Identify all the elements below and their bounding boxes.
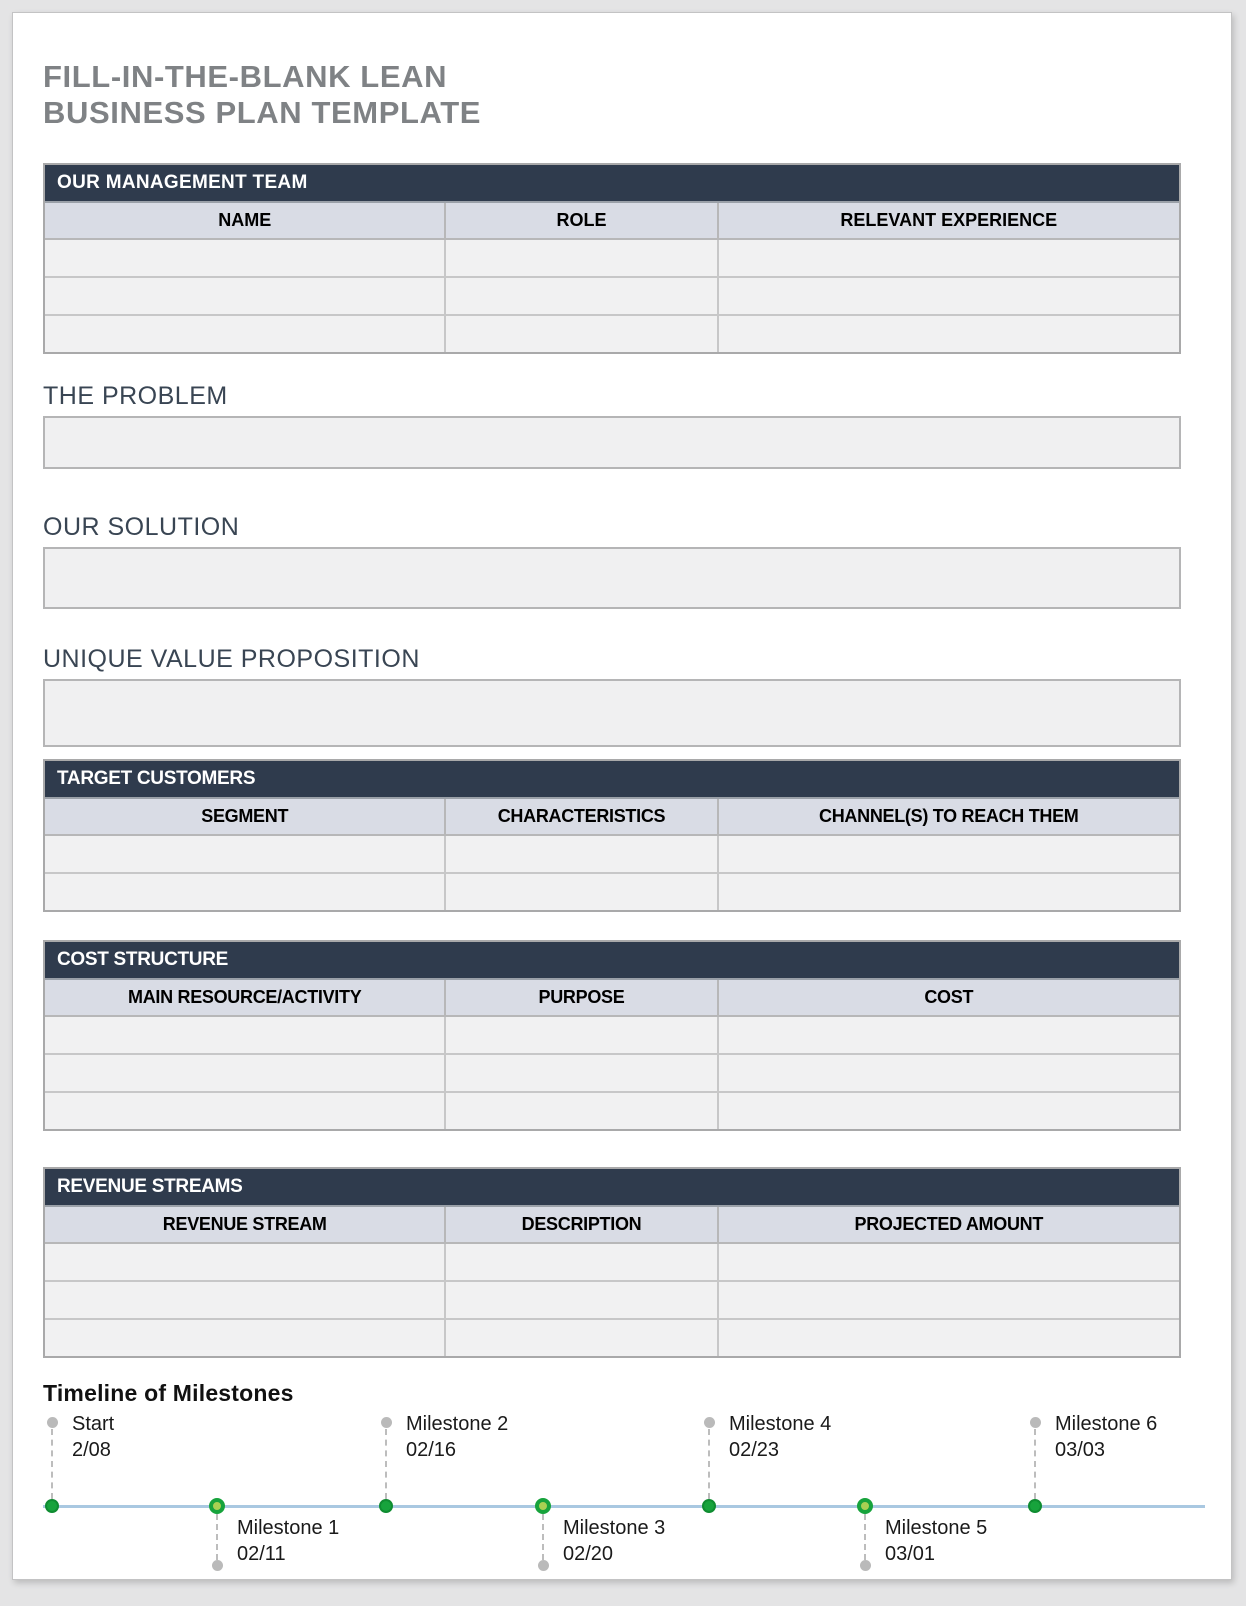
table-row [45, 1282, 1179, 1320]
milestone-label [885, 1515, 987, 1567]
milestone-endpoint-dot [381, 1417, 392, 1428]
column-header: SEGMENT [45, 799, 446, 834]
timeline-canvas [43, 1413, 1181, 1580]
column-header: DESCRIPTION [446, 1207, 718, 1242]
table-cell[interactable] [719, 836, 1179, 872]
uvp-fill-in-box[interactable] [43, 679, 1181, 747]
table-cell[interactable] [45, 874, 446, 910]
milestone-connector-dashed [216, 1514, 218, 1560]
table-cell[interactable] [45, 316, 446, 352]
milestone-connector-dashed [1034, 1429, 1036, 1499]
section-heading-solution: OUR SOLUTION [43, 513, 240, 541]
column-header: ROLE [446, 203, 718, 238]
table-rows [45, 1017, 1179, 1129]
milestone-name: Milestone 6 [1055, 1413, 1158, 1435]
table-row [45, 1244, 1179, 1282]
milestone-marker-icon [535, 1498, 551, 1514]
column-header: MAIN RESOURCE/ACTIVITY [45, 980, 446, 1015]
table-target-customers [43, 759, 1181, 912]
column-header-row [45, 203, 1179, 240]
document-page [12, 12, 1232, 1580]
milestone-connector-dashed [542, 1514, 544, 1560]
milestone-connector-dashed [864, 1514, 866, 1560]
table-row [45, 1093, 1179, 1129]
milestone-date: 02/23 [729, 1439, 780, 1461]
table-cell[interactable] [446, 1055, 718, 1091]
table-cell[interactable] [45, 240, 446, 276]
table-revenue-streams [43, 1167, 1181, 1358]
column-header-row [45, 980, 1179, 1017]
table-cell[interactable] [446, 1017, 718, 1053]
milestone-connector-dashed [51, 1429, 53, 1499]
table-cell[interactable] [446, 1093, 718, 1129]
table-row [45, 874, 1179, 910]
table-cost-structure [43, 940, 1181, 1131]
table-cell[interactable] [446, 240, 718, 276]
table-cell[interactable] [446, 1320, 718, 1356]
milestone-date: 2/08 [72, 1439, 111, 1461]
milestone-connector-dashed [385, 1429, 387, 1499]
milestone-label [1055, 1411, 1157, 1463]
table-row [45, 1017, 1179, 1055]
table-row [45, 278, 1179, 316]
milestone-endpoint-dot [860, 1560, 871, 1571]
column-header-row [45, 799, 1179, 836]
milestone-endpoint-dot [538, 1560, 549, 1571]
milestone-marker-icon [857, 1498, 873, 1514]
table-row [45, 1055, 1179, 1093]
table-cell[interactable] [446, 836, 718, 872]
table-rows [45, 1244, 1179, 1356]
milestone-label [406, 1411, 508, 1463]
column-header: CHARACTERISTICS [446, 799, 718, 834]
table-cell[interactable] [719, 1244, 1179, 1280]
table-cell[interactable] [446, 874, 718, 910]
milestone-name: Milestone 5 [885, 1517, 988, 1539]
column-header: NAME [45, 203, 446, 238]
column-header: PURPOSE [446, 980, 718, 1015]
milestone-endpoint-dot [47, 1417, 58, 1428]
milestone-marker-icon [702, 1499, 716, 1513]
milestone-date: 02/11 [237, 1543, 286, 1565]
milestone-marker-icon [1028, 1499, 1042, 1513]
table-title-bar [45, 761, 1179, 799]
milestone-name: Milestone 1 [237, 1517, 340, 1539]
column-header: RELEVANT EXPERIENCE [840, 210, 1058, 230]
milestone-label [237, 1515, 339, 1567]
table-title-bar [45, 165, 1179, 203]
column-header: PROJECTED AMOUNT [854, 1214, 1044, 1234]
milestone-endpoint-dot [212, 1560, 223, 1571]
table-rows [45, 240, 1179, 352]
section-heading-uvp: UNIQUE VALUE PROPOSITION [43, 645, 420, 673]
table-title-bar [45, 942, 1179, 980]
table-title: OUR MANAGEMENT TEAM [57, 172, 308, 193]
milestone-label [72, 1411, 114, 1463]
column-header: CHANNEL(S) TO REACH THEM [819, 806, 1079, 826]
table-cell[interactable] [719, 1017, 1179, 1053]
column-header-row [45, 1207, 1179, 1244]
timeline-heading: Timeline of Milestones [43, 1380, 294, 1406]
table-cell[interactable] [719, 316, 1179, 352]
table-cell[interactable] [45, 1055, 446, 1091]
milestone-name: Start [72, 1413, 115, 1435]
table-title: COST STRUCTURE [57, 949, 229, 970]
milestone-date: 03/01 [885, 1543, 936, 1565]
milestone-label [563, 1515, 665, 1567]
table-cell[interactable] [719, 1320, 1179, 1356]
table-management-team [43, 163, 1181, 354]
milestone-date: 03/03 [1055, 1439, 1106, 1461]
milestone-marker-icon [45, 1499, 59, 1513]
table-cell[interactable] [45, 1282, 446, 1318]
milestone-endpoint-dot [704, 1417, 715, 1428]
table-cell[interactable] [719, 1093, 1179, 1129]
milestone-marker-icon [209, 1498, 225, 1514]
section-heading-problem: THE PROBLEM [43, 382, 228, 410]
milestone-date: 02/20 [563, 1543, 614, 1565]
table-row [45, 240, 1179, 278]
page-title-line2: BUSINESS PLAN TEMPLATE [43, 95, 482, 130]
table-cell[interactable] [719, 240, 1179, 276]
table-cell[interactable] [446, 1244, 718, 1280]
milestone-connector-dashed [708, 1429, 710, 1499]
table-title: TARGET CUSTOMERS [57, 768, 256, 789]
problem-fill-in-box[interactable] [43, 416, 1181, 469]
milestone-name: Milestone 2 [406, 1413, 509, 1435]
solution-fill-in-box[interactable] [43, 547, 1181, 609]
table-rows [45, 836, 1179, 910]
milestone-date: 02/16 [406, 1439, 457, 1461]
table-cell[interactable] [45, 1244, 446, 1280]
table-cell[interactable] [719, 874, 1179, 910]
milestone-marker-icon [379, 1499, 393, 1513]
table-row [45, 836, 1179, 874]
table-row [45, 1320, 1179, 1356]
milestone-label [729, 1411, 831, 1463]
milestone-endpoint-dot [1030, 1417, 1041, 1428]
column-header: REVENUE STREAM [45, 1207, 446, 1242]
milestone-name: Milestone 3 [563, 1517, 666, 1539]
table-cell[interactable] [719, 1282, 1179, 1318]
table-cell[interactable] [446, 1282, 718, 1318]
table-title-bar [45, 1169, 1179, 1207]
milestone-name: Milestone 4 [729, 1413, 832, 1435]
table-cell[interactable] [45, 836, 446, 872]
table-title: REVENUE STREAMS [57, 1176, 243, 1197]
column-header: COST [924, 987, 974, 1007]
page-title-line1: FILL-IN-THE-BLANK LEAN [43, 59, 448, 94]
page-title [43, 59, 1181, 131]
table-cell[interactable] [45, 1093, 446, 1129]
table-cell[interactable] [45, 1017, 446, 1053]
table-cell[interactable] [719, 278, 1179, 314]
table-row [45, 316, 1179, 352]
table-cell[interactable] [719, 1055, 1179, 1091]
table-cell[interactable] [45, 278, 446, 314]
table-cell[interactable] [446, 316, 718, 352]
table-cell[interactable] [45, 1320, 446, 1356]
table-cell[interactable] [446, 278, 718, 314]
